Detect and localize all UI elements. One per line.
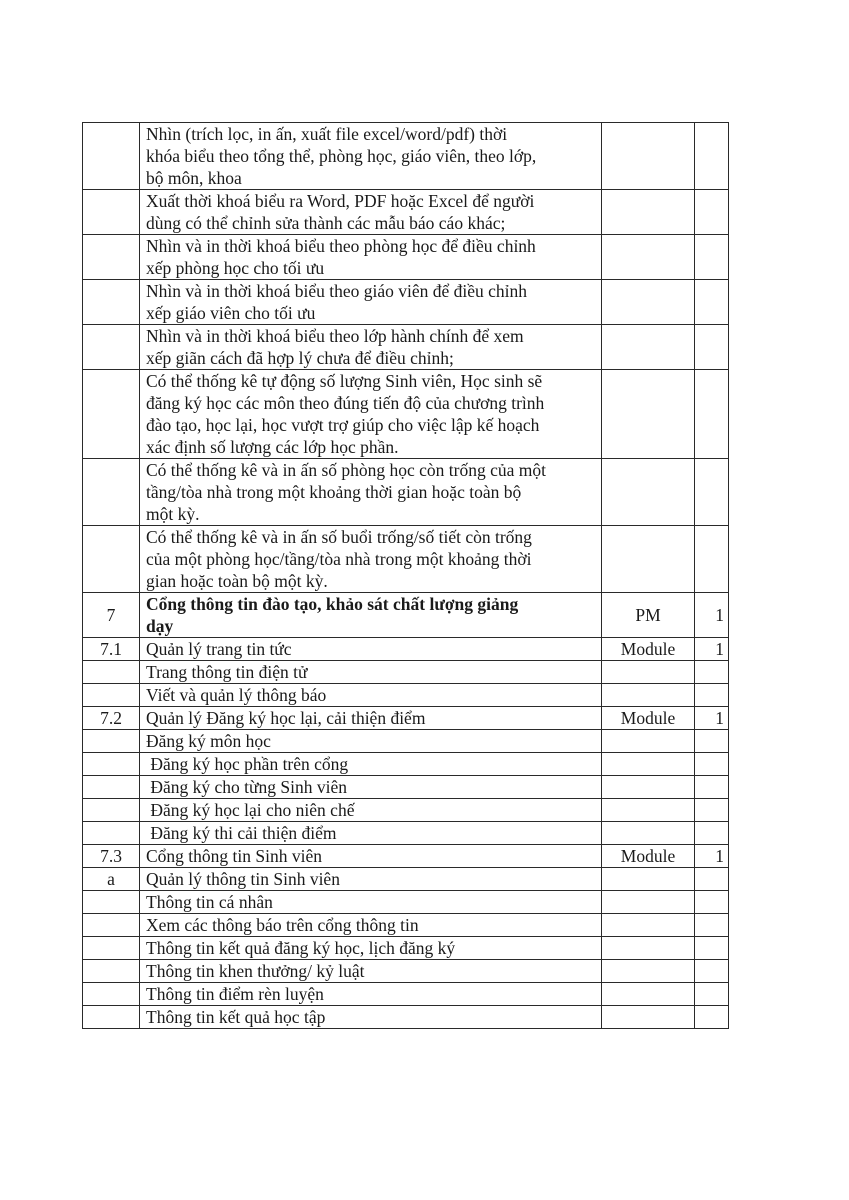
table-row (83, 799, 729, 822)
unit-cell (602, 822, 695, 845)
content-cell (140, 822, 602, 845)
unit-cell: Module (602, 845, 695, 868)
quantity-cell (695, 370, 729, 459)
quantity-cell (695, 799, 729, 822)
quantity-cell (695, 1006, 729, 1029)
specification-table-body (83, 123, 729, 1029)
row-number-cell (83, 123, 140, 190)
content-line: Đăng ký học lại cho niên chế (146, 800, 355, 820)
table-row (83, 730, 729, 753)
table-row (83, 845, 729, 868)
content-line: Xuất thời khoá biểu ra Word, PDF hoặc Excel để người (146, 191, 535, 211)
row-number-cell (83, 891, 140, 914)
unit-cell (602, 661, 695, 684)
unit-cell (602, 914, 695, 937)
table-row (83, 822, 729, 845)
row-number-cell (83, 370, 140, 459)
quantity-cell: 1 (695, 593, 729, 638)
content-line: Quản lý thông tin Sinh viên (146, 869, 340, 889)
content-line: Trang thông tin điện tử (146, 662, 308, 682)
table-row (83, 235, 729, 280)
quantity-cell (695, 280, 729, 325)
unit-cell (602, 776, 695, 799)
content-line: Cổng thông tin Sinh viên (146, 846, 322, 866)
table-row (83, 661, 729, 684)
row-number-cell (83, 730, 140, 753)
row-number-cell (83, 937, 140, 960)
unit-cell: Module (602, 638, 695, 661)
table-row (83, 937, 729, 960)
quantity-cell (695, 868, 729, 891)
unit-cell (602, 891, 695, 914)
table-row (83, 1006, 729, 1029)
row-number-cell (83, 1006, 140, 1029)
content-line: Nhìn và in thời khoá biểu theo phòng học để điều chỉnh (146, 236, 536, 256)
row-number-cell (83, 190, 140, 235)
content-line: dùng có thể chỉnh sửa thành các mẫu báo cáo khác; (146, 213, 506, 233)
content-line: Nhìn và in thời khoá biểu theo lớp hành chính để xem (146, 326, 524, 346)
content-cell (140, 190, 602, 235)
content-line: dạy (146, 616, 174, 636)
unit-cell (602, 684, 695, 707)
table-row (83, 776, 729, 799)
unit-cell (602, 799, 695, 822)
quantity-cell (695, 914, 729, 937)
quantity-cell (695, 891, 729, 914)
unit-cell (602, 325, 695, 370)
row-number-cell: a (83, 868, 140, 891)
content-cell (140, 123, 602, 190)
table-row (83, 868, 729, 891)
row-number-cell (83, 983, 140, 1006)
content-cell (140, 280, 602, 325)
content-line: Có thể thống kê và in ấn số buổi trống/số tiết còn trống (146, 527, 532, 547)
row-number-cell (83, 526, 140, 593)
content-cell (140, 983, 602, 1006)
quantity-cell (695, 459, 729, 526)
content-line: xếp giãn cách đã hợp lý chưa để điều chỉnh; (146, 348, 454, 368)
unit-cell (602, 983, 695, 1006)
row-number-cell (83, 459, 140, 526)
content-line: Viết và quản lý thông báo (146, 685, 327, 705)
content-line: tầng/tòa nhà trong một khoảng thời gian hoặc toàn bộ (146, 482, 522, 502)
row-number-cell: 7.3 (83, 845, 140, 868)
table-row (83, 123, 729, 190)
table-row (83, 891, 729, 914)
content-cell (140, 891, 602, 914)
quantity-cell: 1 (695, 707, 729, 730)
content-cell (140, 684, 602, 707)
quantity-cell (695, 937, 729, 960)
specification-table (82, 122, 729, 1029)
content-line: Thông tin kết quả học tập (146, 1007, 326, 1027)
content-line: của một phòng học/tầng/tòa nhà trong một khoảng thời (146, 549, 532, 569)
content-line: Thông tin điểm rèn luyện (146, 984, 324, 1004)
content-cell (140, 707, 602, 730)
content-cell (140, 235, 602, 280)
quantity-cell (695, 960, 729, 983)
quantity-cell (695, 684, 729, 707)
content-line: Có thể thống kê và in ấn số phòng học còn trống của một (146, 460, 546, 480)
content-cell (140, 730, 602, 753)
quantity-cell (695, 776, 729, 799)
quantity-cell: 1 (695, 638, 729, 661)
content-line: đào tạo, học lại, học vượt trợ giúp cho việc lập kế hoạch (146, 415, 540, 435)
content-line: Thông tin kết quả đăng ký học, lịch đăng ký (146, 938, 456, 958)
quantity-cell (695, 325, 729, 370)
unit-cell (602, 1006, 695, 1029)
unit-cell: PM (602, 593, 695, 638)
table-row (83, 753, 729, 776)
content-cell (140, 370, 602, 459)
table-row (83, 914, 729, 937)
content-cell (140, 799, 602, 822)
unit-cell (602, 370, 695, 459)
content-line: một kỳ. (146, 504, 200, 524)
row-number-cell (83, 914, 140, 937)
content-line: Nhìn (trích lọc, in ấn, xuất file excel/word/pdf) thời (146, 124, 508, 144)
content-cell (140, 325, 602, 370)
content-line: khóa biểu theo tổng thể, phòng học, giáo viên, theo lớp, (146, 146, 537, 166)
row-number-cell (83, 280, 140, 325)
content-line: Quản lý trang tin tức (146, 639, 292, 659)
quantity-cell (695, 753, 729, 776)
content-cell (140, 868, 602, 891)
quantity-cell (695, 983, 729, 1006)
row-number-cell (83, 822, 140, 845)
content-line: xác định số lượng các lớp học phần. (146, 437, 399, 457)
row-number-cell (83, 799, 140, 822)
content-line: bộ môn, khoa (146, 168, 242, 188)
row-number-cell: 7 (83, 593, 140, 638)
content-cell (140, 937, 602, 960)
content-cell (140, 459, 602, 526)
content-cell (140, 960, 602, 983)
table-row (83, 526, 729, 593)
row-number-cell (83, 684, 140, 707)
table-row (83, 593, 729, 638)
content-line: xếp giáo viên cho tối ưu (146, 303, 316, 323)
content-line: Thông tin cá nhân (146, 892, 273, 912)
content-cell (140, 638, 602, 661)
content-line: Đăng ký môn học (146, 731, 271, 751)
row-number-cell: 7.2 (83, 707, 140, 730)
content-cell (140, 526, 602, 593)
content-cell (140, 845, 602, 868)
content-line: Đăng ký học phần trên cổng (146, 754, 349, 774)
content-line: đăng ký học các môn theo đúng tiến độ của chương trình (146, 393, 545, 413)
row-number-cell (83, 960, 140, 983)
content-line: Thông tin khen thưởng/ kỷ luật (146, 961, 365, 981)
table-row (83, 190, 729, 235)
content-cell (140, 1006, 602, 1029)
content-line: Có thể thống kê tự động số lượng Sinh viên, Học sinh sẽ (146, 371, 543, 391)
unit-cell (602, 730, 695, 753)
row-number-cell (83, 235, 140, 280)
table-row (83, 280, 729, 325)
unit-cell (602, 753, 695, 776)
quantity-cell (695, 123, 729, 190)
quantity-cell (695, 526, 729, 593)
content-line: Xem các thông báo trên cổng thông tin (146, 915, 419, 935)
unit-cell (602, 235, 695, 280)
quantity-cell (695, 822, 729, 845)
row-number-cell (83, 661, 140, 684)
content-cell (140, 776, 602, 799)
content-cell (140, 753, 602, 776)
quantity-cell (695, 661, 729, 684)
unit-cell (602, 459, 695, 526)
content-cell (140, 661, 602, 684)
table-row (83, 960, 729, 983)
unit-cell (602, 937, 695, 960)
content-line: xếp phòng học cho tối ưu (146, 258, 325, 278)
row-number-cell (83, 776, 140, 799)
quantity-cell (695, 730, 729, 753)
quantity-cell (695, 190, 729, 235)
unit-cell: Module (602, 707, 695, 730)
unit-cell (602, 526, 695, 593)
unit-cell (602, 280, 695, 325)
quantity-cell (695, 235, 729, 280)
content-line: Nhìn và in thời khoá biểu theo giáo viên để điều chỉnh (146, 281, 528, 301)
table-row (83, 325, 729, 370)
content-line: Đăng ký thi cải thiện điểm (146, 823, 337, 843)
unit-cell (602, 960, 695, 983)
content-line: gian hoặc toàn bộ một kỳ. (146, 571, 328, 591)
content-line: Cổng thông tin đào tạo, khảo sát chất lượng giảng (146, 594, 519, 614)
content-line: Quản lý Đăng ký học lại, cải thiện điểm (146, 708, 426, 728)
table-row (83, 459, 729, 526)
table-row (83, 684, 729, 707)
row-number-cell (83, 325, 140, 370)
content-cell (140, 914, 602, 937)
content-line: Đăng ký cho từng Sinh viên (146, 777, 347, 797)
table-row (83, 983, 729, 1006)
content-cell (140, 593, 602, 638)
unit-cell (602, 868, 695, 891)
table-row (83, 370, 729, 459)
quantity-cell: 1 (695, 845, 729, 868)
table-row (83, 707, 729, 730)
unit-cell (602, 123, 695, 190)
row-number-cell: 7.1 (83, 638, 140, 661)
unit-cell (602, 190, 695, 235)
row-number-cell (83, 753, 140, 776)
table-row (83, 638, 729, 661)
